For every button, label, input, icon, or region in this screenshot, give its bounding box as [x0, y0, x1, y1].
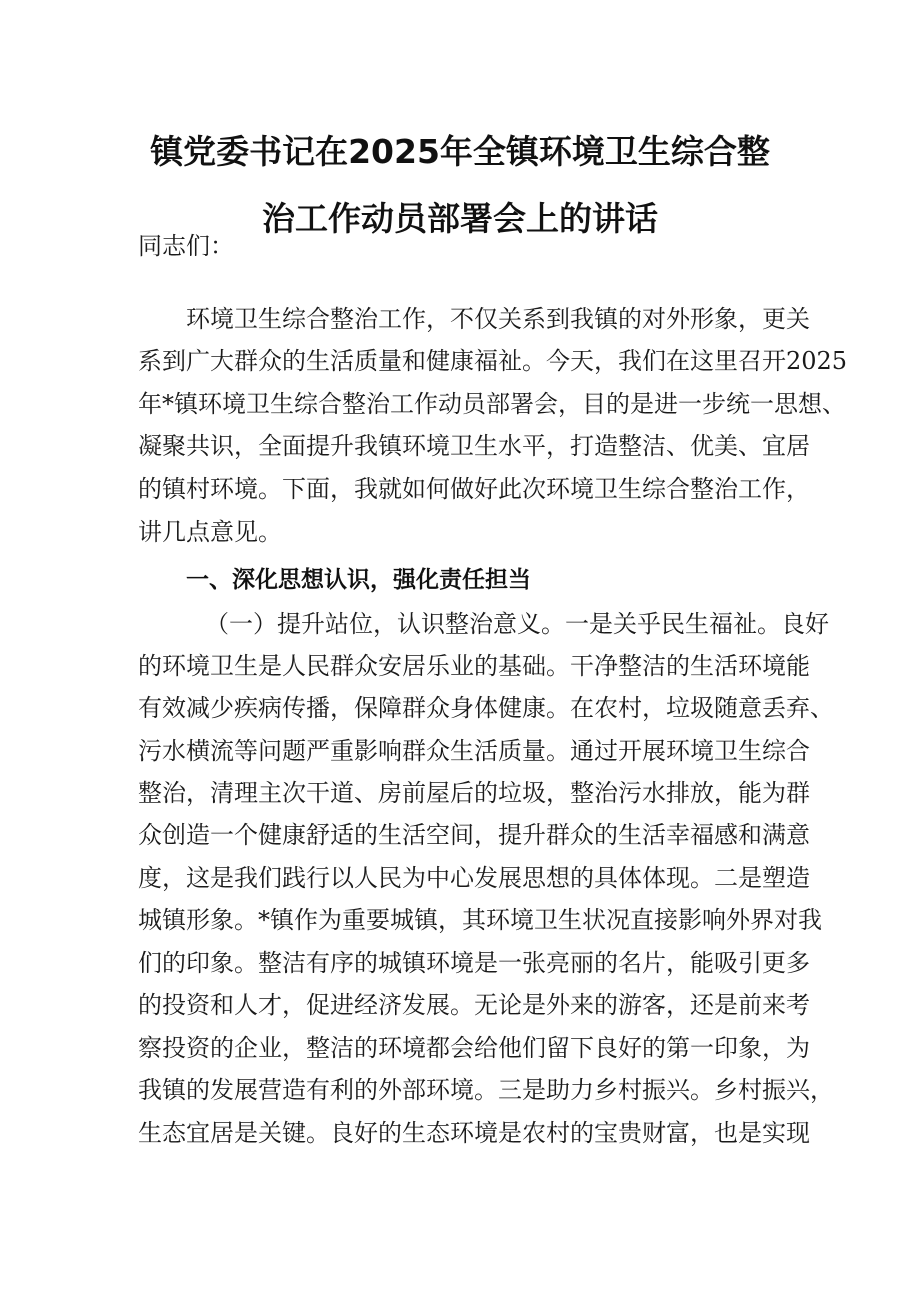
section-heading: 一、深化思想认识，强化责任担当: [186, 567, 531, 593]
body-line: 的环境卫生是人民群众安居乐业的基础。干净整洁的生活环境能: [138, 652, 810, 680]
body-line: 度，这是我们践行以人民为中心发展思想的具体体现。二是塑造: [138, 864, 810, 892]
intro-line: 年*镇环境卫生综合整治工作动员部署会，目的是进一步统一思想、: [138, 390, 846, 418]
body-line: 察投资的企业，整洁的环境都会给他们留下良好的第一印象，为: [138, 1034, 810, 1062]
intro-line: 凝聚共识，全面提升我镇环境卫生水平，打造整洁、优美、宜居: [138, 432, 810, 460]
body-line: 整治，清理主次干道、房前屋后的垃圾，整治污水排放，能为群: [138, 779, 810, 807]
intro-line: 系到广大群众的生活质量和健康福祉。今天，我们在这里召开2025: [138, 347, 848, 375]
body-line: 众创造一个健康舒适的生活空间，提升群众的生活幸福感和满意: [138, 821, 810, 849]
title-line-1: 镇党委书记在2025年全镇环境卫生综合整: [150, 132, 770, 171]
body-line: 生态宜居是关键。良好的生态环境是农村的宝贵财富，也是实现: [138, 1119, 810, 1147]
body-line: （一）提升站位，认识整治意义。一是关乎民生福祉。良好: [205, 610, 829, 638]
body-line: 污水横流等问题严重影响群众生活质量。通过开展环境卫生综合: [138, 737, 810, 765]
intro-line: 的镇村环境。下面，我就如何做好此次环境卫生综合整治工作，: [138, 475, 810, 503]
body-line: 城镇形象。*镇作为重要城镇，其环境卫生状况直接影响外界对我: [138, 906, 822, 934]
body-line: 有效减少疾病传播，保障群众身体健康。在农村，垃圾随意丢弃、: [138, 694, 834, 722]
title-line-2: 治工作动员部署会上的讲话: [262, 199, 658, 238]
body-line: 们的印象。整洁有序的城镇环境是一张亮丽的名片，能吸引更多: [138, 949, 810, 977]
body-line: 我镇的发展营造有利的外部环境。三是助力乡村振兴。乡村振兴，: [138, 1076, 834, 1104]
greeting: 同志们：: [138, 232, 234, 260]
body-line: 的投资和人才，促进经济发展。无论是外来的游客，还是前来考: [138, 991, 810, 1019]
intro-line: 讲几点意见。: [138, 518, 282, 546]
intro-line: 环境卫生综合整治工作，不仅关系到我镇的对外形象，更关: [186, 305, 810, 333]
